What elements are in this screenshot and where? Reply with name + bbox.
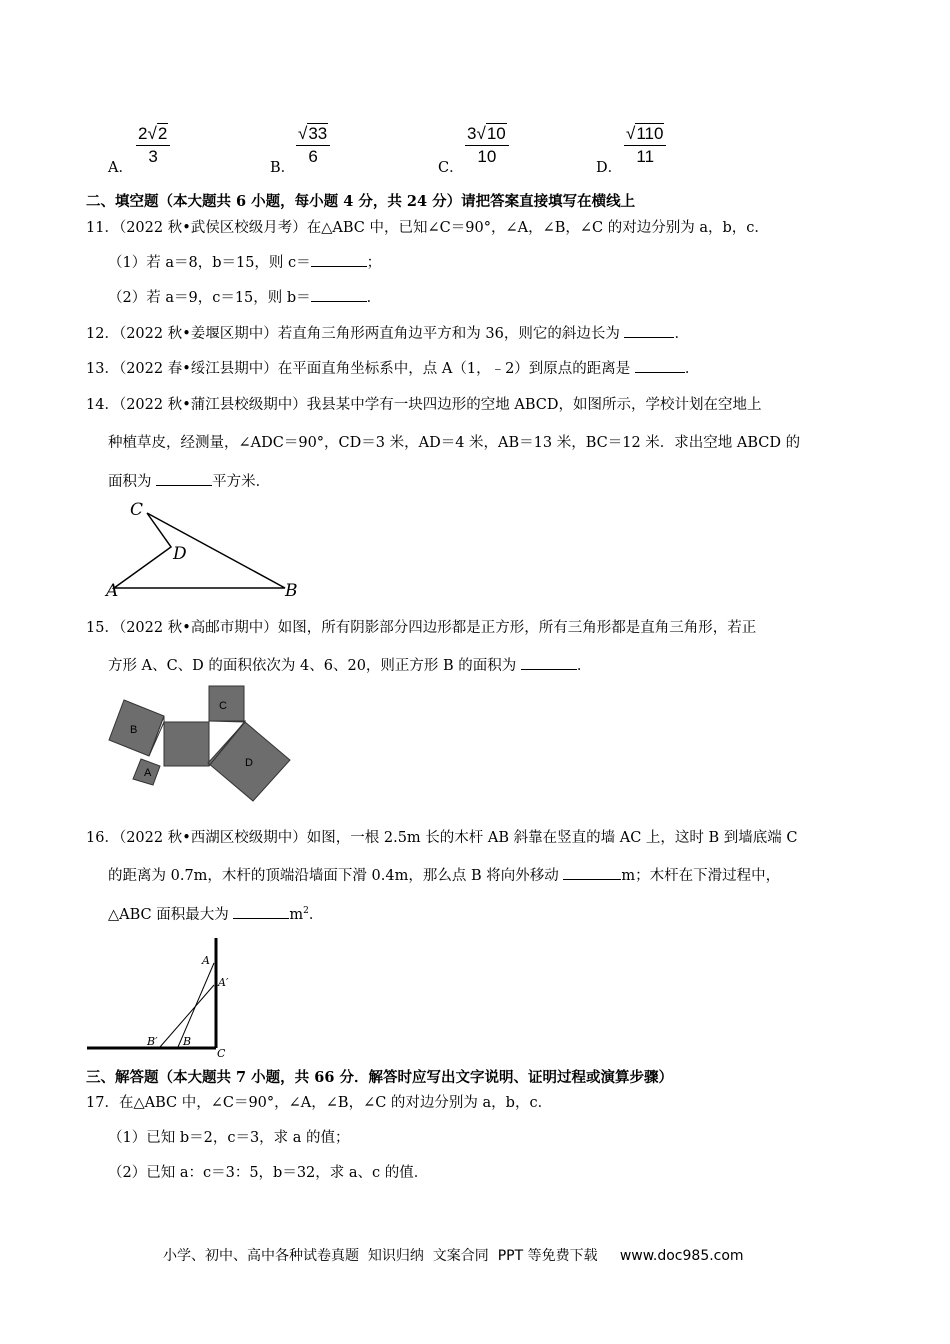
square-middle — [164, 722, 209, 766]
q15-line1: 15．（2022 秋•高邮市期中）如图，所有阴影部分四边形都是正方形，所有三角形都是直角三角形，若正 — [86, 620, 757, 636]
label-square-b: B — [130, 724, 138, 736]
label-d: D — [173, 544, 187, 564]
page-footer: 小学、初中、高中各种试卷真题 知识归纳 文案合同 PPT 等免费下载 www.doc985.com — [163, 1248, 744, 1264]
q12: 12．（2022 秋•姜堰区期中）若直角三角形两直角边平方和为 36，则它的斜边长为 ． — [86, 326, 689, 342]
label-square-a: A — [144, 767, 152, 779]
option-b-letter: B． — [270, 160, 296, 176]
q14-quadrilateral-figure — [100, 495, 320, 605]
q11-stem: 11．（2022 秋•武侯区校级月考）在△ABC 中，已知∠C＝90°，∠A，∠B，∠C 的对边分别为 a，b，c． — [86, 220, 769, 236]
option-a-letter: A． — [108, 160, 133, 176]
option-c-letter: C． — [438, 160, 464, 176]
q11-part2: （2）若 a＝9，c＝15，则 b＝ ． — [108, 290, 382, 306]
q17-stem: 17．在△ABC 中，∠C＝90°，∠A，∠B，∠C 的对边分别为 a，b，c． — [86, 1095, 553, 1111]
q16-line3: △ABC 面积最大为 $m^2$． — [108, 906, 324, 923]
option-d-fraction: $\frac{√110}{11}$ — [624, 124, 666, 167]
option-d-letter: D． — [596, 160, 623, 176]
label-b: B — [183, 1035, 192, 1048]
q14-line2: 种植草皮，经测量，∠ADC＝90°，CD＝3 米，AD＝4 米，AB＝13 米，BC＝12 米．求出空地 ABCD 的 — [108, 435, 801, 451]
q11-blank2[interactable] — [311, 301, 367, 302]
q16-blank1[interactable] — [563, 879, 621, 880]
q14-blank[interactable] — [156, 485, 212, 486]
option-b-fraction: $\frac{√33}{6}$ — [296, 124, 330, 167]
q16-ladder-figure — [85, 935, 245, 1060]
q13: 13．（2022 春•绥江县期中）在平面直角坐标系中，点 A（1，﹣2）到原点的距离是 ． — [86, 361, 700, 377]
q14-line1: 14．（2022 秋•蒲江县校级期中）我县某中学有一块四边形的空地 ABCD，如图所示，学校计划在空地上 — [86, 397, 762, 413]
label-c: C — [217, 1047, 226, 1060]
q16-line1: 16．（2022 秋•西湖区校级期中）如图，一根 2.5m 长的木杆 AB 斜靠在竖直的墙 AC 上，这时 B 到墙底端 C — [86, 830, 798, 846]
option-a-fraction: $\frac{2√2}{3}$ — [136, 124, 170, 167]
q17-part2: （2）已知 a：c＝3：5，b＝32，求 a、c 的值． — [108, 1165, 429, 1181]
label-square-c: C — [219, 700, 227, 712]
q11-part1: （1）若 a＝8，b＝15，则 c＝ ； — [108, 255, 382, 271]
label-a-prime: A′ — [218, 976, 229, 989]
label-square-d: D — [245, 757, 253, 769]
label-a: A — [106, 581, 119, 601]
label-c: C — [130, 500, 144, 520]
q11-blank1[interactable] — [311, 266, 367, 267]
quadrilateral-abcd — [114, 513, 285, 588]
label-b-prime: B′ — [147, 1035, 158, 1048]
section3-heading: 三、解答题（本大题共 7 小题，共 66 分．解答时应写出文字说明、证明过程或演算步骤） — [86, 1069, 673, 1086]
q16-blank2[interactable] — [233, 918, 289, 919]
q15-squares-figure — [104, 683, 294, 801]
q13-blank[interactable] — [635, 372, 685, 373]
section2-heading: 二、填空题（本大题共 6 小题，每小题 4 分，共 24 分）请把答案直接填写在横线上 — [86, 193, 636, 210]
q12-blank[interactable] — [624, 337, 674, 338]
label-b: B — [285, 581, 298, 601]
q15-blank[interactable] — [521, 669, 577, 670]
q17-part1: （1）已知 b＝2，c＝3，求 a 的值； — [108, 1130, 350, 1146]
label-a: A — [202, 954, 210, 967]
q15-line2: 方形 A、C、D 的面积依次为 4、6、20，则正方形 B 的面积为 ． — [108, 658, 592, 674]
option-c-fraction: $\frac{3√10}{10}$ — [465, 124, 509, 167]
q16-line2: 的距离为 0.7m，木杆的顶端沿墙面下滑 0.4m，那么点 B 将向外移动 m；木杆在下滑过程中， — [108, 868, 781, 884]
q14-line3: 面积为 平方米． — [108, 474, 271, 490]
